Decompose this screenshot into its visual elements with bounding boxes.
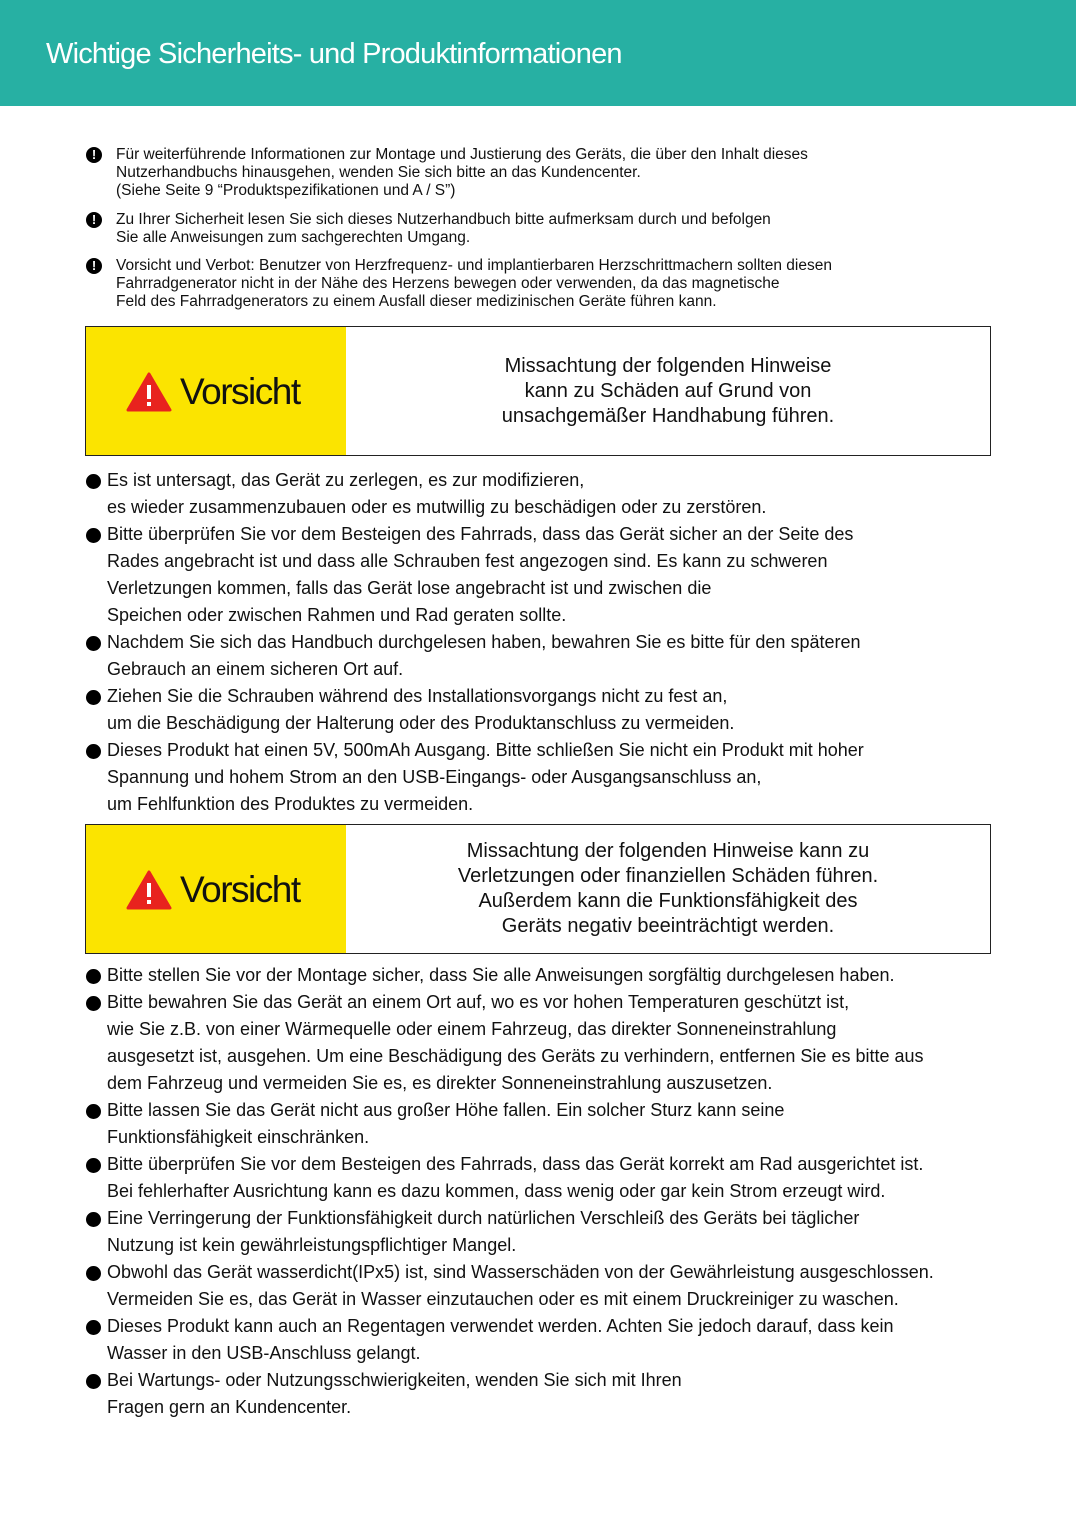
list-item [86, 1097, 1026, 1151]
caution-line: Missachtung der folgenden Hinweise kann zu [466, 840, 870, 862]
caution-line: Missachtung der folgenden Hinweise [504, 354, 832, 377]
list-item [86, 737, 1026, 818]
list-line: Bitte bewahren Sie das Gerät an einem Ort auf, wo es vor hohen Temperaturen geschützt ist, [107, 992, 850, 1012]
list-line: Nachdem Sie sich das Handbuch durchgelesen haben, bewahren Sie es bitte für den späteren [107, 632, 861, 652]
list-line: Es ist untersagt, das Gerät zu zerlegen, es zur modifizieren, [107, 470, 585, 490]
bullet-icon [86, 969, 101, 984]
list-line: Nutzung ist kein gewährleistungspflichtiger Mangel. [107, 1235, 517, 1255]
list-line: ausgesetzt ist, ausgehen. Um eine Beschädigung des Geräts zu verhindern, entfernen Sie es bitte aus [107, 1046, 924, 1066]
list-item [86, 521, 1026, 629]
list-item [86, 1205, 1026, 1259]
list-line: Rades angebracht ist und dass alle Schrauben fest angezogen sind. Es kann zu schweren [107, 551, 828, 571]
list-line: Bitte überprüfen Sie vor dem Besteigen des Fahrrads, dass das Gerät korrekt am Rad ausgerichtet ist. [107, 1154, 924, 1174]
exclamation-icon: ! [86, 258, 102, 274]
note-line: (Siehe Seite 9 “Produktspezifikationen und A / S”) [116, 182, 456, 199]
note-item [86, 211, 986, 247]
caution-list-1 [86, 467, 1026, 818]
note-line: Vorsicht und Verbot: Benutzer von Herzfrequenz- und implantierbaren Herzschrittmachern sollten diesen [116, 257, 832, 274]
exclamation-icon: ! [86, 212, 102, 228]
caution-title: Vorsicht [180, 869, 300, 910]
list-line: Fragen gern an Kundencenter. [107, 1397, 352, 1417]
caution-line: Außerdem kann die Funktionsfähigkeit des [478, 890, 858, 912]
list-line: es wieder zusammenzubauen oder es mutwillig zu beschädigen oder zu zerstören. [107, 497, 767, 517]
list-line: Bitte stellen Sie vor der Montage sicher, dass Sie alle Anweisungen sorgfältig durchgelesen haben. [107, 965, 895, 985]
bullet-icon [86, 1374, 101, 1389]
list-line: Dieses Produkt kann auch an Regentagen verwendet werden. Achten Sie jedoch darauf, dass kein [107, 1316, 894, 1336]
list-line: Eine Verringerung der Funktionsfähigkeit durch natürlichen Verschleiß des Geräts bei täglicher [107, 1208, 860, 1228]
notes-section [86, 146, 986, 311]
exclamation-icon: ! [86, 147, 102, 163]
bullet-icon [86, 690, 101, 705]
note-line: Sie alle Anweisungen zum sachgerechten Umgang. [116, 229, 471, 246]
bullet-icon [86, 474, 101, 489]
list-item [86, 1313, 1026, 1367]
caution-message [346, 825, 990, 953]
list-line: Verletzungen kommen, falls das Gerät lose angebracht ist und zwischen die [107, 578, 712, 598]
list-line: Bei Wartungs- oder Nutzungsschwierigkeiten, wenden Sie sich mit Ihren [107, 1370, 682, 1390]
caution-line: unsachgemäßer Handhabung führen. [501, 404, 835, 427]
bullet-icon [86, 528, 101, 543]
caution-label-panel [86, 825, 346, 953]
list-item [86, 683, 1026, 737]
caution-list-2 [86, 962, 1026, 1421]
list-line: um Fehlfunktion des Produktes zu vermeiden. [107, 794, 474, 814]
note-item [86, 146, 986, 200]
note-line: Feld des Fahrradgenerators zu einem Ausfall dieser medizinischen Geräte führen kann. [116, 293, 717, 310]
list-item [86, 1151, 1026, 1205]
list-line: dem Fahrzeug und vermeiden Sie es, es direkter Sonneneinstrahlung auszusetzen. [107, 1073, 773, 1093]
list-line: Dieses Produkt hat einen 5V, 500mAh Ausgang. Bitte schließen Sie nicht ein Produkt mit hoher [107, 740, 864, 760]
bullet-icon [86, 1320, 101, 1335]
list-line: Obwohl das Gerät wasserdicht(IPx5) ist, sind Wasserschäden von der Gewährleistung ausgeschlossen. [107, 1262, 934, 1282]
caution-box [85, 326, 991, 456]
note-line: Fahrradgenerator nicht in der Nähe des Herzens bewegen oder verwenden, da das magnetische [116, 275, 780, 292]
note-item [86, 257, 986, 311]
note-line: Für weiterführende Informationen zur Montage und Justierung des Geräts, die über den Inhalt dieses [116, 146, 808, 163]
caution-label-panel [86, 327, 346, 455]
warning-triangle-icon [126, 870, 172, 910]
list-line: Bitte überprüfen Sie vor dem Besteigen des Fahrrads, dass das Gerät sicher an der Seite des [107, 524, 854, 544]
bullet-icon [86, 1158, 101, 1173]
caution-line: kann zu Schäden auf Grund von [524, 379, 812, 402]
caution-title: Vorsicht [180, 371, 300, 412]
bullet-icon [86, 744, 101, 759]
list-line: Funktionsfähigkeit einschränken. [107, 1127, 370, 1147]
list-item [86, 1259, 1026, 1313]
note-line: Zu Ihrer Sicherheit lesen Sie sich dieses Nutzerhandbuch bitte aufmerksam durch und befolgen [116, 211, 771, 228]
caution-message [346, 327, 990, 455]
bullet-icon [86, 1104, 101, 1119]
list-line: Wasser in den USB-Anschluss gelangt. [107, 1343, 421, 1363]
caution-box [85, 824, 991, 954]
note-line: Nutzerhandbuchs hinausgehen, wenden Sie sich bitte an das Kundencenter. [116, 164, 641, 181]
bullet-icon [86, 1212, 101, 1227]
list-item [86, 962, 1026, 989]
list-line: Gebrauch an einem sicheren Ort auf. [107, 659, 404, 679]
list-line: Speichen oder zwischen Rahmen und Rad geraten sollte. [107, 605, 567, 625]
list-item [86, 1367, 1026, 1421]
list-item [86, 467, 1026, 521]
page-header [0, 0, 1076, 106]
caution-label [126, 870, 300, 910]
list-line: Spannung und hohem Strom an den USB-Eingangs- oder Ausgangsanschluss an, [107, 767, 762, 787]
list-line: Bei fehlerhafter Ausrichtung kann es dazu kommen, dass wenig oder gar kein Strom erzeugt wird. [107, 1181, 886, 1201]
list-line: Ziehen Sie die Schrauben während des Installationsvorgangs nicht zu fest an, [107, 686, 728, 706]
list-line: wie Sie z.B. von einer Wärmequelle oder einem Fahrzeug, das direkter Sonneneinstrahlung [107, 1019, 837, 1039]
caution-label [126, 372, 300, 412]
list-item [86, 989, 1026, 1097]
warning-triangle-icon [126, 372, 172, 412]
list-line: um die Beschädigung der Halterung oder des Produktanschluss zu vermeiden. [107, 713, 735, 733]
caution-line: Verletzungen oder finanziellen Schäden führen. [457, 865, 879, 887]
list-item [86, 629, 1026, 683]
caution-line: Geräts negativ beeinträchtigt werden. [501, 915, 835, 937]
bullet-icon [86, 636, 101, 651]
page-title: Wichtige Sicherheits- und Produktinformationen [46, 38, 622, 70]
list-line: Vermeiden Sie es, das Gerät in Wasser einzutauchen oder es mit einem Druckreiniger zu waschen. [107, 1289, 899, 1309]
bullet-icon [86, 996, 101, 1011]
list-line: Bitte lassen Sie das Gerät nicht aus großer Höhe fallen. Ein solcher Sturz kann seine [107, 1100, 785, 1120]
bullet-icon [86, 1266, 101, 1281]
